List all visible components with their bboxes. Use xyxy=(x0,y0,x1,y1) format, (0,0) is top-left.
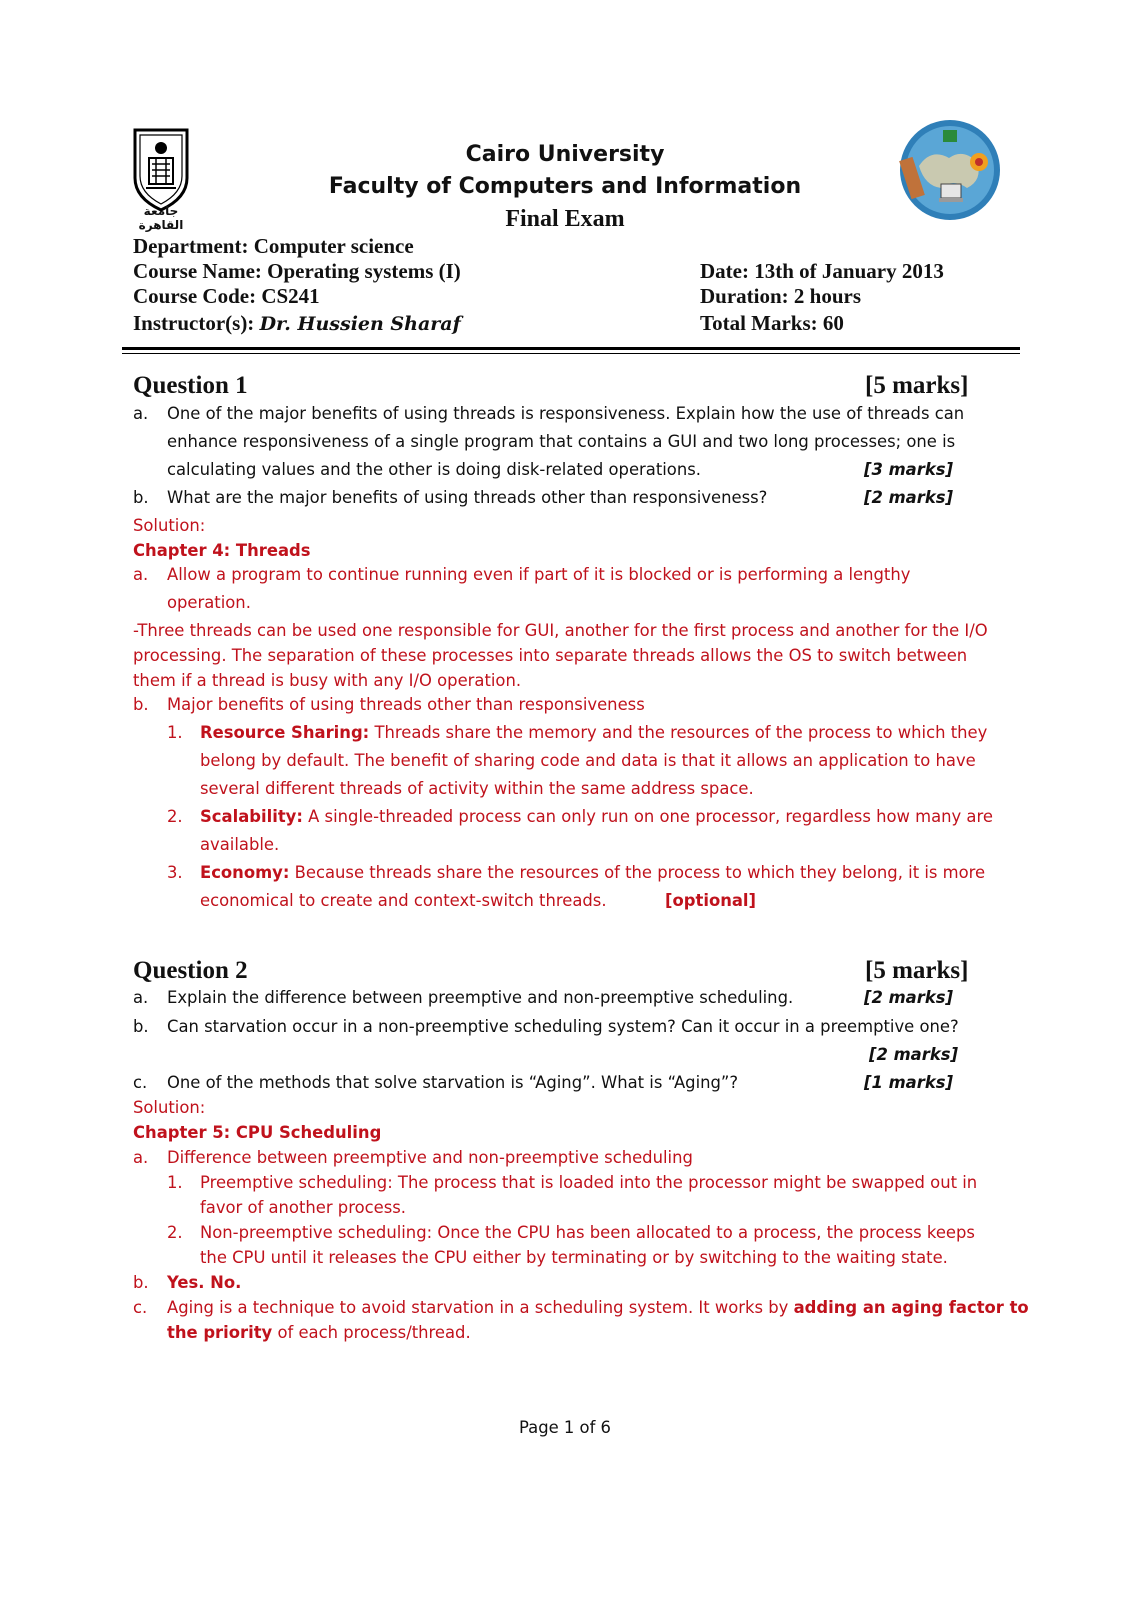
q2-chapter: Chapter 5: CPU Scheduling xyxy=(133,1123,382,1142)
instructor-label: Instructor(s): xyxy=(133,311,255,335)
q1-sa-line: Allow a program to continue running even if part of it is blocked or is performing a lengthy xyxy=(167,565,911,584)
q1-item-term: Resource Sharing: xyxy=(200,723,370,742)
q2-solution-label: Solution: xyxy=(133,1098,206,1117)
exam-title: Final Exam xyxy=(505,206,625,232)
q1-solution-label: Solution: xyxy=(133,516,206,535)
q2-sc-label: c. xyxy=(133,1298,148,1317)
exam-date: Date: 13th of January 2013 xyxy=(700,259,944,283)
q1-a-line: calculating values and the other is doing disk-related operations. xyxy=(167,460,701,479)
q2-marks: [5 marks] xyxy=(865,957,969,984)
q2-a-text: Explain the difference between preemptive and non-preemptive scheduling. xyxy=(167,988,794,1007)
q2-item-line: the CPU until it releases the CPU either by terminating or by switching to the waiting state. xyxy=(200,1248,948,1267)
q1-chapter: Chapter 4: Threads xyxy=(133,541,311,560)
q2-sb-label: b. xyxy=(133,1273,149,1292)
q1-sa-para: processing. The separation of these processes into separate threads allows the OS to switch between xyxy=(133,646,968,665)
q2-sc-line: the priority of each process/thread. xyxy=(167,1323,471,1342)
exam-duration: Duration: 2 hours xyxy=(700,284,862,308)
q1-item-line: economical to create and context-switch threads. xyxy=(200,891,607,910)
q1-sa-label: a. xyxy=(133,565,149,584)
total-marks: Total Marks: 60 xyxy=(700,311,844,335)
course-code: Course Code: CS241 xyxy=(133,284,320,308)
header-divider-thick xyxy=(122,347,1020,350)
q2-b-label: b. xyxy=(133,1017,149,1036)
q1-b-text: What are the major benefits of using threads other than responsiveness? xyxy=(167,488,768,507)
q1-item-number: 2. xyxy=(167,807,183,826)
q2-sa-label: a. xyxy=(133,1148,149,1167)
q1-item-term: Scalability: xyxy=(200,807,303,826)
q1-title: Question 1 xyxy=(133,372,248,399)
q1-item-line: Scalability: A single-threaded process can only run on one processor, regardless how many are xyxy=(200,807,993,826)
q2-item-number: 1. xyxy=(167,1173,183,1192)
q1-sb-text: Major benefits of using threads other than responsiveness xyxy=(167,695,645,714)
faculty-name: Faculty of Computers and Information xyxy=(328,174,802,199)
q2-b-marks: [2 marks] xyxy=(869,1045,958,1064)
q2-c-text: One of the methods that solve starvation is “Aging”. What is “Aging”? xyxy=(167,1073,739,1092)
q1-item-line: belong by default. The benefit of sharing code and data is that it allows an application to have xyxy=(200,751,976,770)
q2-c-label: c. xyxy=(133,1073,148,1092)
q1-a-line: enhance responsiveness of a single program that contains a GUI and two long processes; one is xyxy=(167,432,956,451)
q1-a-line: One of the major benefits of using threads is responsiveness. Explain how the use of threads can xyxy=(167,404,965,423)
department: Department: Computer science xyxy=(133,234,414,258)
page-number: Page 1 of 6 xyxy=(519,1418,611,1437)
q2-c-marks: [1 marks] xyxy=(864,1073,953,1092)
instructor-name: Dr. Hussien Sharaf xyxy=(259,313,461,335)
q1-item-number: 3. xyxy=(167,863,183,882)
logo-arabic-caption: جامعة القاهرة xyxy=(138,204,184,232)
q1-sa-para: them if a thread is busy with any I/O operation. xyxy=(133,671,522,690)
q1-item-line: several different threads of activity within the same address space. xyxy=(200,779,754,798)
university-name: Cairo University xyxy=(465,142,665,167)
q1-b-label: b. xyxy=(133,488,149,507)
q1-a-marks: [3 marks] xyxy=(864,460,953,479)
q2-item-number: 2. xyxy=(167,1223,183,1242)
q2-sa-text: Difference between preemptive and non-preemptive scheduling xyxy=(167,1148,693,1167)
header-divider-thin xyxy=(122,353,1020,354)
q1-item-term: Economy: xyxy=(200,863,290,882)
q1-item-number: 1. xyxy=(167,723,183,742)
q2-item-line: Preemptive scheduling: The process that is loaded into the processor might be swapped out in xyxy=(200,1173,978,1192)
q2-a-marks: [2 marks] xyxy=(864,988,953,1007)
q1-b-marks: [2 marks] xyxy=(864,488,953,507)
q2-title: Question 2 xyxy=(133,957,248,984)
course-name: Course Name: Operating systems (I) xyxy=(133,259,461,283)
q1-item-line: available. xyxy=(200,835,280,854)
instructor xyxy=(133,311,461,336)
q1-sa-para: -Three threads can be used one responsible for GUI, another for the first process and another for the I/O xyxy=(133,621,988,640)
q2-sb-text: Yes. No. xyxy=(167,1273,242,1292)
q1-marks: [5 marks] xyxy=(865,372,969,399)
q2-sc-line: Aging is a technique to avoid starvation in a scheduling system. It works by adding an aging factor to xyxy=(167,1298,1029,1317)
q2-b-text: Can starvation occur in a non-preemptive scheduling system? Can it occur in a preemptive one? xyxy=(167,1017,959,1036)
q1-a-label: a. xyxy=(133,404,149,423)
q2-item-line: Non-preemptive scheduling: Once the CPU has been allocated to a process, the process keeps xyxy=(200,1223,975,1242)
q2-a-label: a. xyxy=(133,988,149,1007)
q2-item-line: favor of another process. xyxy=(200,1198,407,1217)
q1-sa-line: operation. xyxy=(167,593,251,612)
q1-item-line: Economy: Because threads share the resources of the process to which they belong, it is more xyxy=(200,863,986,882)
q1-item-line: Resource Sharing: Threads share the memory and the resources of the process to which they xyxy=(200,723,988,742)
optional-tag: [optional] xyxy=(665,891,757,910)
q1-sb-label: b. xyxy=(133,695,149,714)
